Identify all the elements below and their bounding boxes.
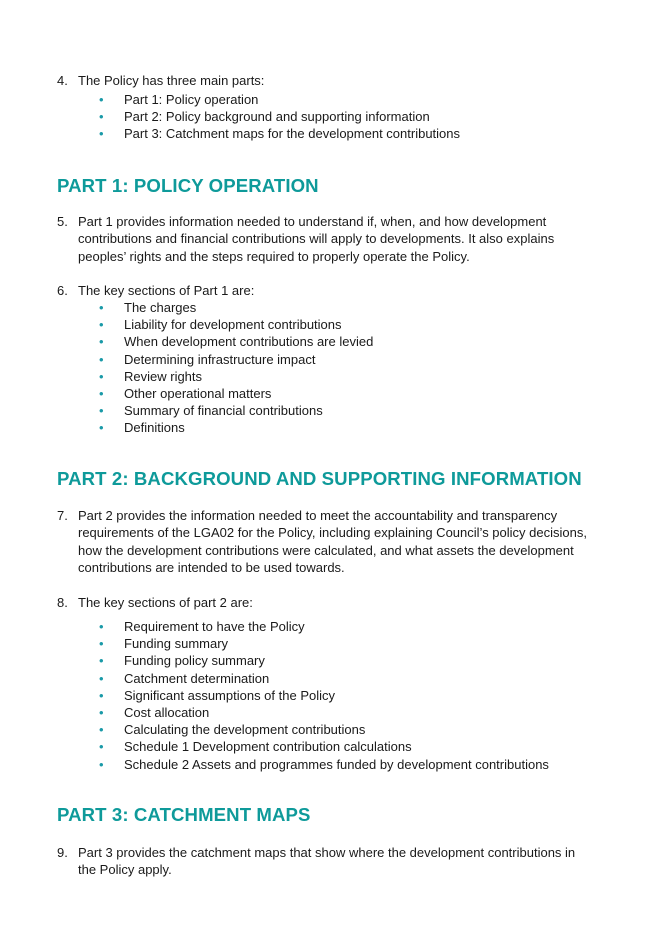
list-item: • Cost allocation — [99, 704, 210, 720]
list-item: • Definitions — [99, 420, 185, 436]
paragraph-number: 9. — [57, 845, 68, 860]
bullet-icon: • — [99, 704, 104, 720]
bullet-icon: • — [99, 636, 104, 652]
bullet-icon: • — [99, 403, 104, 419]
bullet-icon: • — [99, 300, 104, 315]
paragraph-text: Part 1 provides information needed to understand if, when, and how development contributions and financial contributions will apply to developments. It also explains peoples’ rights and the steps required to properly operate the Policy. — [78, 214, 555, 264]
bullet-icon: • — [99, 385, 104, 401]
paragraph-6 — [57, 282, 587, 299]
list-item: • Significant assumptions of the Policy — [99, 687, 335, 703]
bullet-icon: • — [99, 126, 104, 142]
paragraph-5 — [57, 213, 587, 265]
bullet-icon: • — [99, 351, 104, 367]
list-item: • Liability for development contributions — [99, 317, 342, 333]
paragraph-text: The key sections of Part 1 are: — [78, 283, 255, 298]
list-item: • Part 2: Policy background and supporting information — [99, 109, 430, 125]
paragraph-number: 6. — [57, 283, 68, 298]
bullet-list-part1 — [99, 299, 373, 437]
list-item: • Schedule 1 Development contribution calculations — [99, 739, 412, 755]
section-heading-part2: PART 2: BACKGROUND AND SUPPORTING INFORMATION — [57, 468, 582, 489]
list-item: • Part 1: Policy operation — [99, 92, 259, 107]
list-item: • Summary of financial contributions — [99, 403, 323, 419]
bullet-icon: • — [99, 687, 104, 703]
bullet-icon: • — [99, 670, 104, 686]
list-item: • Part 3: Catchment maps for the development contributions — [99, 126, 461, 142]
list-item: • Determining infrastructure impact — [99, 351, 316, 367]
list-item: • Catchment determination — [99, 670, 270, 686]
bullet-list-parts — [99, 91, 460, 143]
list-item: • When development contributions are levied — [99, 334, 374, 350]
list-item: • Funding policy summary — [99, 653, 265, 669]
bullet-icon: • — [99, 739, 104, 755]
section-heading-part1: PART 1: POLICY OPERATION — [57, 175, 319, 196]
paragraph-text: Part 3 provides the catchment maps that show where the development contributions in the Policy apply. — [78, 845, 576, 878]
paragraph-number: 4. — [57, 73, 68, 88]
paragraph-7 — [57, 507, 587, 576]
list-item: • Other operational matters — [99, 385, 272, 401]
bullet-icon: • — [99, 109, 104, 125]
paragraph-9 — [57, 844, 587, 879]
bullet-icon: • — [99, 334, 104, 350]
paragraph-number: 8. — [57, 595, 68, 610]
paragraph-text: The key sections of part 2 are: — [78, 595, 253, 610]
list-item: • Requirement to have the Policy — [99, 619, 305, 634]
bullet-list-part2 — [99, 618, 549, 773]
list-item: • Review rights — [99, 368, 203, 384]
section-heading-part3: PART 3: CATCHMENT MAPS — [57, 804, 311, 825]
paragraph-4 — [57, 72, 587, 89]
list-item: • Calculating the development contributions — [99, 722, 366, 738]
bullet-icon: • — [99, 317, 104, 333]
paragraph-text: The Policy has three main parts: — [78, 73, 265, 88]
list-item: • Schedule 2 Assets and programmes funded by development contributions — [99, 756, 549, 772]
paragraph-8 — [57, 594, 587, 611]
bullet-icon: • — [99, 756, 104, 772]
bullet-icon: • — [99, 368, 104, 384]
bullet-icon: • — [99, 420, 104, 436]
paragraph-text: Part 2 provides the information needed to meet the accountability and transparency requirements of the LGA02 for the Policy, including explaining Council’s policy decisions, how the development contributions were calculated, and what assets the development contributions are intended to be used towards. — [78, 508, 587, 575]
list-item: • Funding summary — [99, 636, 229, 652]
bullet-icon: • — [99, 722, 104, 738]
bullet-icon: • — [99, 92, 104, 107]
paragraph-number: 5. — [57, 214, 68, 229]
paragraph-number: 7. — [57, 508, 68, 523]
list-item: • The charges — [99, 300, 197, 315]
bullet-icon: • — [99, 653, 104, 669]
bullet-icon: • — [99, 619, 104, 634]
